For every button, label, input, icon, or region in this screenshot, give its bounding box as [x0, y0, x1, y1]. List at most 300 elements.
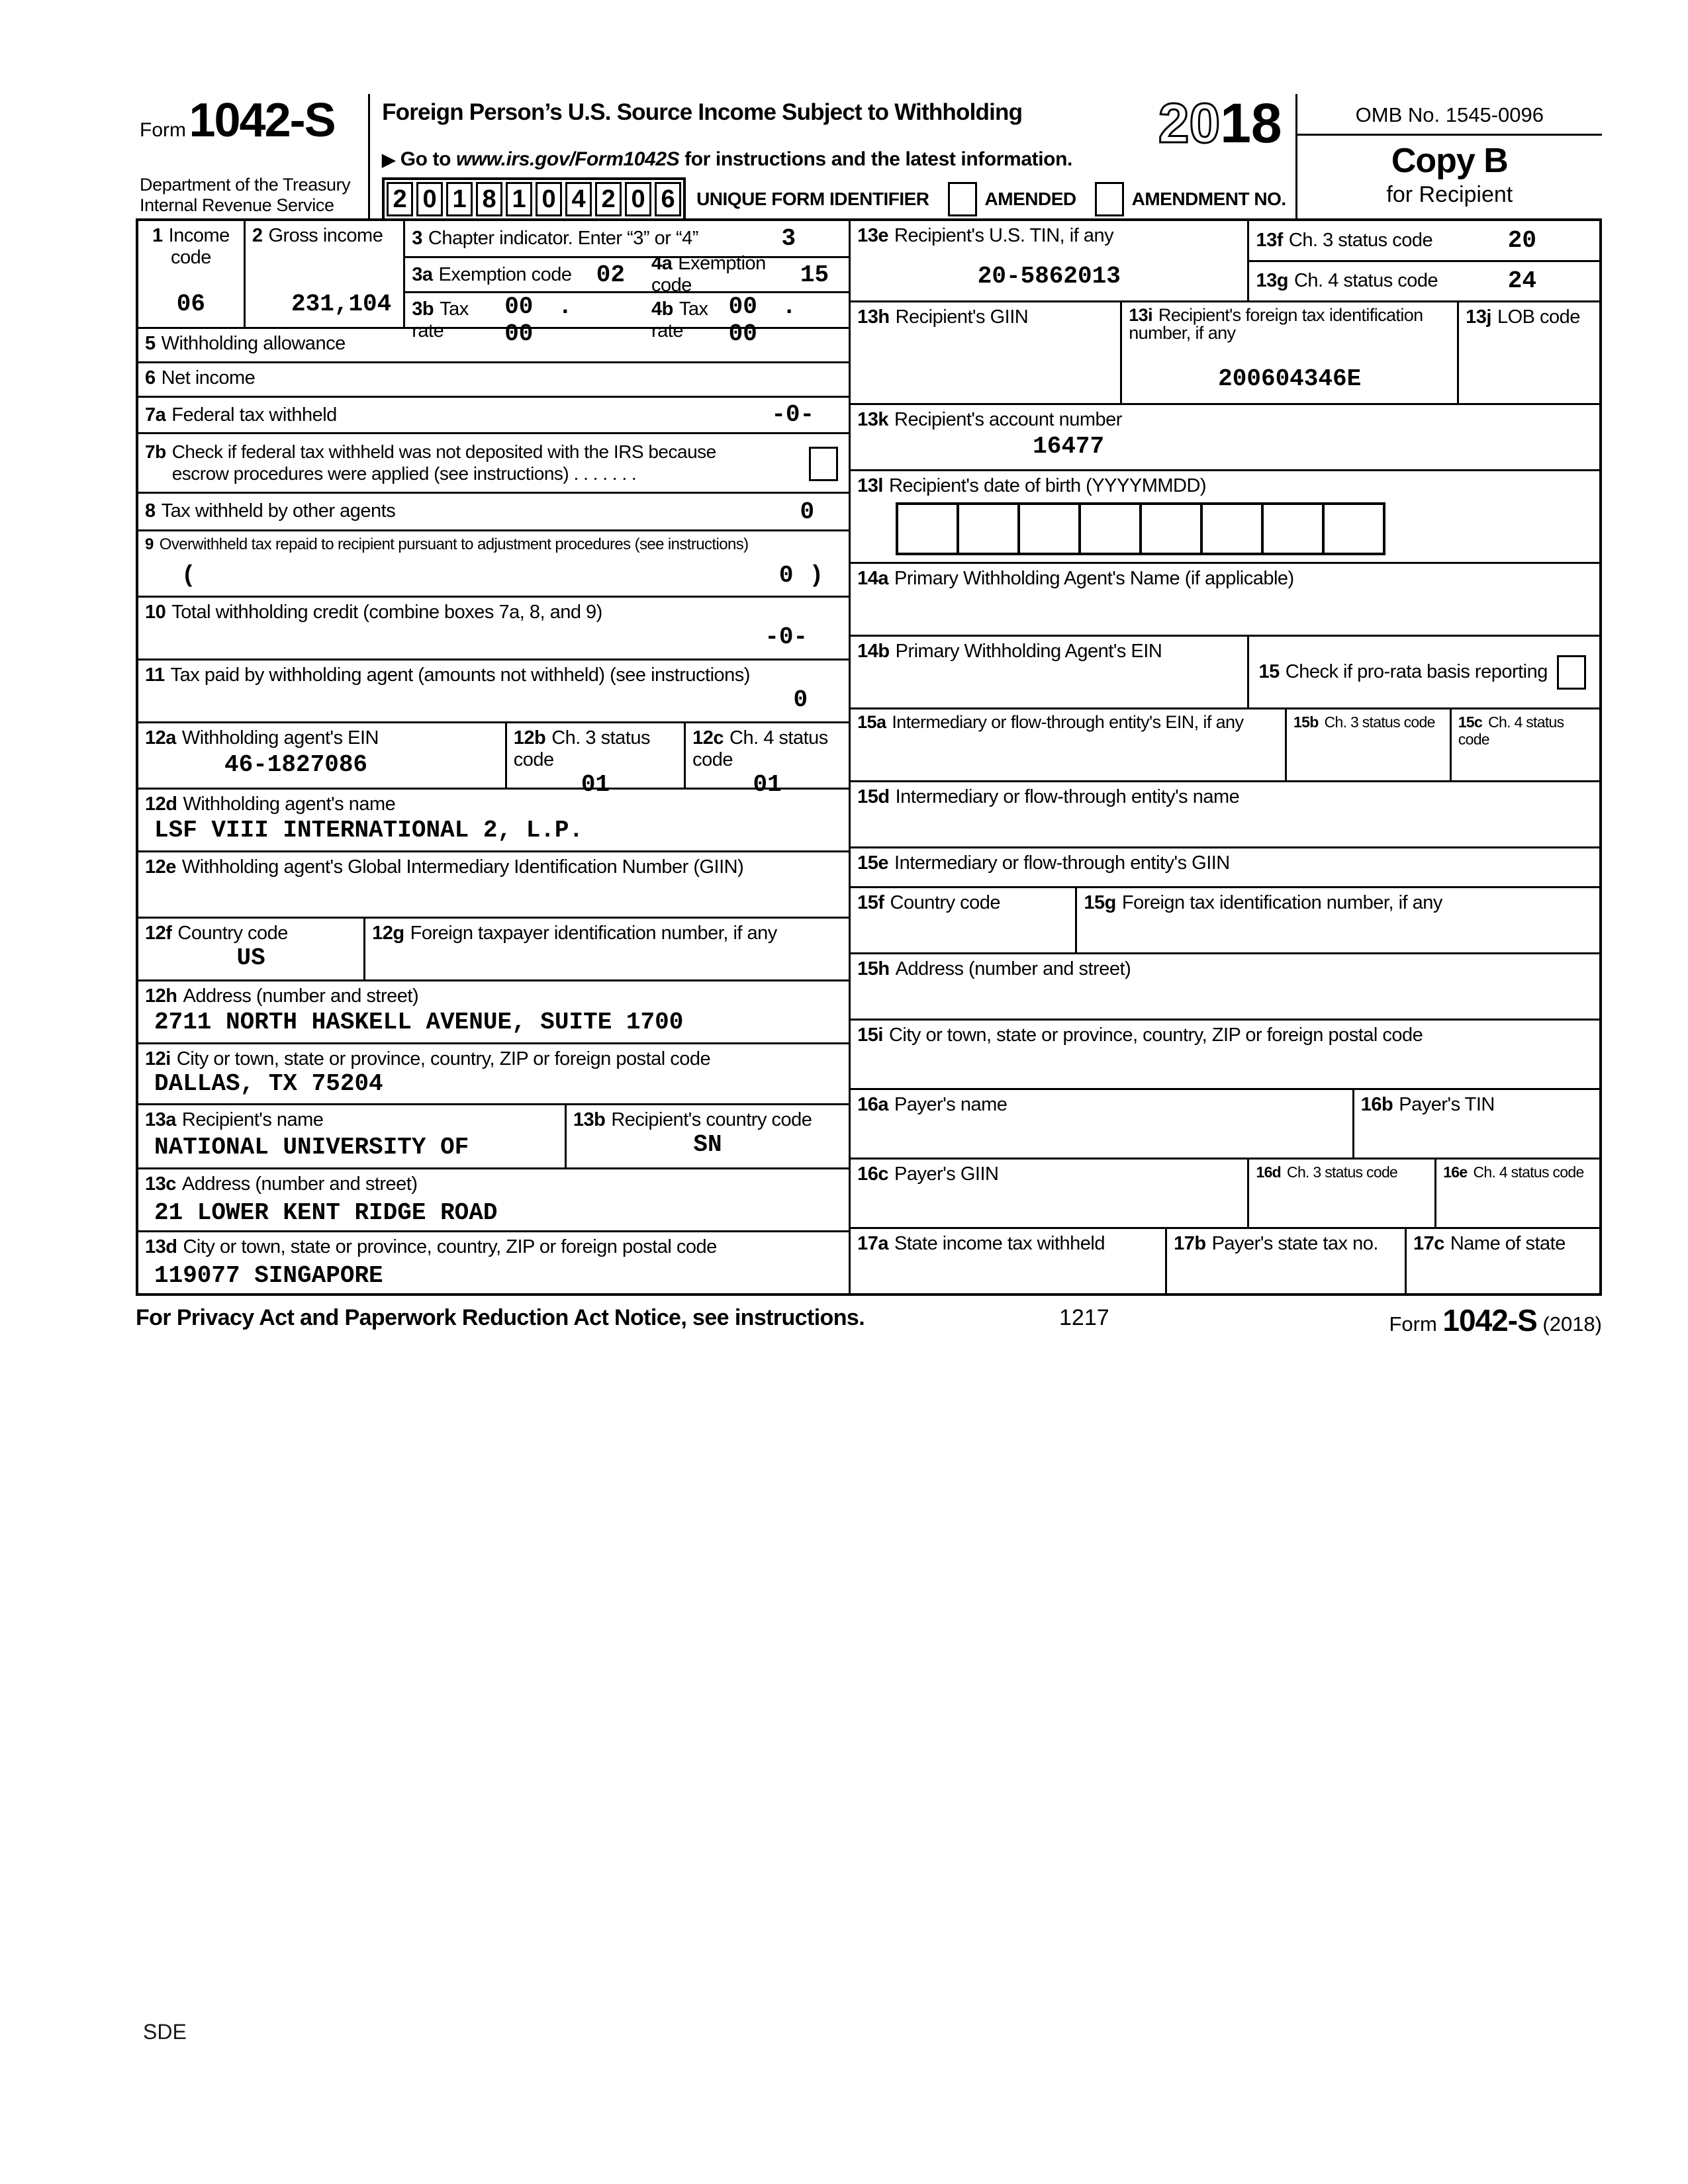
field-7a-label-text: Federal tax withheld [171, 404, 337, 426]
field-13e-us-tin [851, 221, 1247, 300]
field-14a-number: 14a [857, 568, 889, 589]
row-15d [851, 780, 1599, 846]
field-2-label [252, 225, 397, 247]
unique-form-identifier-row [382, 177, 1286, 221]
field-17a-state-tax-withheld[interactable] [851, 1229, 1165, 1293]
field-15f-number: 15f [857, 892, 884, 913]
row-15abc [851, 707, 1599, 780]
field-17b-label [1174, 1233, 1398, 1255]
field-8-label-text: Tax withheld by other agents [161, 500, 396, 522]
field-12a-value[interactable]: 46-1827086 [224, 751, 368, 778]
field-2-number: 2 [252, 225, 263, 246]
field-15f-label-text: Country code [890, 892, 1001, 913]
field-12d-agent-name [138, 790, 849, 850]
field-4a-exemption-code [645, 253, 849, 296]
field-3a-label [412, 264, 571, 286]
field-10-label-text: Total withholding credit (combine boxes 7a, 8, and 9) [171, 602, 602, 623]
field-10-label [145, 602, 842, 623]
field-11-value[interactable]: 0 [793, 686, 808, 713]
field-12c-value[interactable]: 01 [753, 771, 782, 798]
field-13i-label [1129, 306, 1450, 342]
field-15b-label [1293, 713, 1443, 731]
field-3-value[interactable]: 3 [781, 225, 796, 252]
field-17c-label-text: Name of state [1450, 1233, 1566, 1254]
field-12d-value[interactable]: LSF VIII INTERNATIONAL 2, L.P. [154, 817, 584, 844]
row-13d [138, 1230, 849, 1293]
form-number: 1042-S [189, 94, 335, 147]
field-12f-label [145, 923, 357, 944]
field-12c-label-text: Ch. 4 status code [692, 727, 828, 770]
field-13d-value[interactable]: 119077 SINGAPORE [154, 1262, 383, 1289]
field-16c-label-text: Payer's GIIN [894, 1163, 999, 1185]
field-13i-foreign-tin [1120, 302, 1457, 403]
field-11-tax-paid-by-agent [138, 660, 849, 721]
field-12b-ch3-status [505, 723, 684, 798]
amendment-no-checkbox[interactable] [1095, 182, 1124, 216]
field-13i-number: 13i [1129, 305, 1152, 325]
field-14a-label [857, 568, 1593, 590]
row-13efg [851, 221, 1599, 300]
dob-digit-box[interactable] [896, 502, 959, 555]
field-13h-label [857, 306, 1113, 328]
ufi-digit[interactable]: 0 [625, 182, 651, 216]
field-12c-label [692, 727, 842, 771]
field-15d-intermediary-name[interactable] [851, 782, 1599, 846]
dob-digit-box[interactable] [1200, 502, 1264, 555]
instructions-line [382, 148, 1286, 171]
field-7b-line1: Check if federal tax withheld was not deposited with the IRS because [171, 441, 716, 462]
field-7b-escrow-check [138, 434, 849, 492]
field-16b-payer-tin[interactable] [1352, 1090, 1599, 1158]
field-15-pro-rata [1247, 637, 1599, 707]
field-15g-foreign-tin[interactable] [1075, 888, 1599, 952]
field-16c-number: 16c [857, 1163, 889, 1185]
field-6-number: 6 [145, 367, 156, 388]
footer-form-number: 1042-S [1442, 1303, 1537, 1338]
row-8 [138, 492, 849, 529]
row-5 [138, 327, 849, 361]
field-8-value[interactable]: 0 [800, 498, 815, 525]
field-13h-label-text: Recipient's GIIN [895, 306, 1029, 328]
field-1-number: 1 [152, 225, 163, 246]
field-13a-label-text: Recipient's name [181, 1109, 324, 1130]
field-13g-value[interactable]: 24 [1507, 267, 1536, 295]
field-13g-label [1256, 270, 1438, 292]
field-4a-label-text: Exemption code [651, 253, 766, 296]
status-code-stack [1247, 221, 1599, 300]
row-13c [138, 1167, 849, 1230]
field-2-label-text: Gross income [268, 225, 383, 246]
field-15a-number: 15a [857, 712, 886, 732]
field-13b-value[interactable]: SN [693, 1131, 722, 1158]
field-12f-country-code [138, 919, 363, 979]
field-15i-number: 15i [857, 1024, 883, 1046]
field-15g-number: 15g [1084, 892, 1116, 913]
ufi-digit[interactable]: 8 [476, 182, 502, 216]
field-9-label-text: Overwithheld tax repaid to recipient pursuant to adjustment procedures (see instructions) [159, 535, 749, 553]
amended-checkbox[interactable] [948, 182, 977, 216]
field-12g-foreign-tin[interactable] [363, 919, 849, 979]
field-13k-value[interactable]: 16477 [1033, 433, 1105, 460]
field-7b-text [172, 441, 716, 484]
field-1-income-code [138, 221, 244, 327]
field-16b-number: 16b [1360, 1094, 1393, 1115]
page-code: 1217 [1059, 1305, 1109, 1330]
field-9-paren-open: ( [181, 562, 196, 589]
field-3a-label-text: Exemption code [438, 263, 572, 285]
row-15fg [851, 886, 1599, 952]
field-3-label [412, 228, 698, 250]
field-13l-label-text: Recipient's date of birth (YYYYMMDD) [888, 475, 1207, 496]
field-9-overwithheld [138, 531, 849, 596]
field-5-label [145, 333, 842, 355]
arrow-icon: ▶ [382, 150, 395, 169]
row-12fg [138, 917, 849, 979]
field-12f-number: 12f [145, 923, 172, 944]
field-1-label-text: Income code [168, 225, 230, 268]
row-17abc [851, 1227, 1599, 1293]
field-15b-number: 15b [1293, 713, 1319, 731]
field-15c-label-text: Ch. 4 status code [1458, 713, 1564, 748]
field-4a-label [651, 253, 800, 296]
field-15a-label-text: Intermediary or flow-through entity's EIN, if any [892, 712, 1244, 732]
field-13c-label [145, 1173, 842, 1195]
field-15d-number: 15d [857, 786, 890, 807]
field-13c-number: 13c [145, 1173, 176, 1195]
field-12g-number: 12g [372, 923, 404, 944]
field-13f-value[interactable]: 20 [1507, 226, 1536, 254]
field-15f-country-code[interactable] [851, 888, 1075, 952]
field-12i-label [145, 1048, 842, 1070]
field-13f-ch3-status [1249, 221, 1599, 260]
field-7a-value[interactable]: -0- [771, 401, 815, 428]
form-1042s [136, 94, 1602, 1337]
field-15h-label [857, 958, 1593, 980]
goto-post: for instructions and the latest information. [679, 148, 1072, 170]
field-15i-label [857, 1024, 1593, 1046]
department-line2: Internal Revenue Service [140, 195, 334, 215]
field-2-value[interactable]: 231,104 [291, 291, 392, 318]
field-15g-label [1084, 892, 1593, 914]
field-17c-name-of-state[interactable] [1405, 1229, 1599, 1293]
field-12b-number: 12b [513, 727, 546, 749]
field-13i-label-text: Recipient's foreign tax identification number, if any [1129, 305, 1423, 343]
field-4a-value[interactable]: 15 [800, 261, 829, 289]
field-13f-label-text: Ch. 3 status code [1288, 229, 1433, 251]
ufi-digit[interactable]: 1 [506, 182, 532, 216]
field-4a-number: 4a [651, 253, 673, 274]
row-16ab [851, 1088, 1599, 1158]
field-15i-city[interactable] [851, 1021, 1599, 1088]
field-3b-number: 3b [412, 298, 434, 320]
field-12e-agent-giin[interactable] [138, 852, 849, 917]
field-7a-label [145, 404, 842, 426]
row-11 [138, 659, 849, 721]
field-16d-label-text: Ch. 3 status code [1287, 1163, 1398, 1181]
field-3b-label-text: Tax rate [412, 298, 469, 341]
field-13c-value[interactable]: 21 LOWER KENT RIDGE ROAD [154, 1199, 498, 1226]
field-7b-line2: escrow procedures were applied (see instructions) [171, 463, 569, 484]
field-3a-value[interactable]: 02 [596, 261, 625, 289]
goto-pre: Go to [400, 148, 456, 170]
field-13b-label-text: Recipient's country code [611, 1109, 812, 1130]
form-number-line [140, 94, 361, 147]
dob-digit-box[interactable] [957, 502, 1020, 555]
row-16cde [851, 1158, 1599, 1227]
department-lines [140, 175, 361, 216]
field-16c-payer-giin[interactable] [851, 1160, 1247, 1227]
field-11-label-text: Tax paid by withholding agent (amounts not withheld) (see instructions) [170, 664, 750, 686]
form-signature [1389, 1302, 1602, 1338]
copy-recipient: for Recipient [1386, 182, 1513, 207]
field-13d-label [145, 1236, 842, 1258]
field-12a-label-text: Withholding agent's EIN [181, 727, 379, 749]
field-1-label [145, 225, 237, 269]
field-15f-label [857, 892, 1068, 914]
form-identity-block [136, 94, 370, 218]
field-16b-label-text: Payer's TIN [1399, 1094, 1495, 1115]
row-15e [851, 846, 1599, 886]
field-15h-label-text: Address (number and street) [895, 958, 1131, 979]
field-15h-address[interactable] [851, 954, 1599, 1019]
dob-digit-boxes [896, 502, 1593, 555]
department-line1: Department of the Treasury [140, 175, 351, 195]
field-3-number: 3 [412, 228, 422, 249]
field-15b-ch3-status[interactable] [1285, 709, 1450, 780]
field-3b-value[interactable]: 00 . 00 [504, 293, 573, 347]
form-title: Foreign Person’s U.S. Source Income Subject to Withholding [382, 99, 1023, 125]
ufi-digit[interactable]: 0 [536, 182, 562, 216]
field-13h-number: 13h [857, 306, 890, 328]
exemption-code-row [405, 253, 849, 296]
field-12i-number: 12i [145, 1048, 171, 1069]
field-13f-number: 13f [1256, 229, 1283, 251]
field-12e-number: 12e [145, 856, 176, 878]
field-15d-label-text: Intermediary or flow-through entity's name [895, 786, 1240, 807]
field-13i-value[interactable]: 200604346E [1218, 365, 1362, 392]
field-13k-label [857, 409, 1593, 431]
field-15-label-text: Check if pro-rata basis reporting [1285, 661, 1548, 682]
field-12b-value[interactable]: 01 [581, 771, 610, 798]
field-16c-label [857, 1163, 1241, 1185]
field-12b-label-text: Ch. 3 status code [513, 727, 650, 770]
field-5-number: 5 [145, 333, 156, 354]
field-4b-value[interactable]: 00 . 00 [728, 293, 797, 347]
row-7a [138, 396, 849, 432]
dob-digit-box[interactable] [1139, 502, 1203, 555]
dob-digit-box[interactable] [1261, 502, 1325, 555]
field-12b-label [514, 727, 677, 771]
dob-digit-box[interactable] [1322, 502, 1385, 555]
field-15e-label [857, 852, 1593, 874]
row-12i [138, 1042, 849, 1103]
field-4b-number: 4b [651, 298, 673, 320]
field-13a-value[interactable]: NATIONAL UNIVERSITY OF [154, 1134, 469, 1161]
field-15b-label-text: Ch. 3 status code [1324, 713, 1435, 731]
field-15-label [1258, 661, 1547, 683]
field-10-number: 10 [145, 602, 166, 623]
field-13e-number: 13e [857, 225, 889, 246]
field-12a-number: 12a [145, 727, 176, 749]
field-10-total-withholding-credit [138, 598, 849, 659]
field-9-value[interactable]: 0 [778, 562, 794, 589]
field-16e-number: 16e [1443, 1163, 1468, 1181]
field-9-label [145, 535, 842, 553]
row-7b [138, 432, 849, 492]
field-17a-number: 17a [857, 1233, 889, 1254]
row-12abc [138, 721, 849, 798]
row-9 [138, 529, 849, 596]
field-12g-label-text: Foreign taxpayer identification number, if any [410, 923, 777, 944]
field-16a-payer-name[interactable] [851, 1090, 1352, 1158]
field-12c-ch4-status [684, 723, 849, 798]
field-16d-ch3-status[interactable] [1247, 1160, 1434, 1227]
field-13h-recipient-giin[interactable] [851, 302, 1120, 403]
field-13b-number: 13b [573, 1109, 606, 1130]
field-13j-number: 13j [1466, 306, 1491, 328]
field-15a-intermediary-ein[interactable] [851, 709, 1285, 780]
ufi-digit[interactable]: 1 [446, 182, 473, 216]
field-16b-label [1361, 1094, 1593, 1116]
field-17a-label [857, 1233, 1158, 1255]
field-9-number: 9 [145, 535, 154, 553]
document-code: SDE [143, 2020, 187, 2044]
field-12a-label [145, 727, 498, 749]
form-grid [136, 218, 1602, 1296]
field-13k-number: 13k [857, 409, 889, 430]
field-13g-ch4-status [1249, 260, 1599, 301]
ufi-digit-boxes [382, 177, 686, 221]
ufi-digit[interactable]: 2 [595, 182, 622, 216]
form-footer [136, 1302, 1602, 1337]
dob-digit-box[interactable] [1078, 502, 1142, 555]
field-11-number: 11 [145, 664, 165, 686]
field-12e-label [145, 856, 842, 878]
field-15c-number: 15c [1458, 713, 1483, 731]
field-14b-primary-agent-ein[interactable] [851, 637, 1247, 707]
field-7b-label [145, 441, 842, 484]
field-12g-label [372, 923, 842, 944]
field-13f-label [1256, 230, 1432, 251]
field-8-label [145, 500, 842, 522]
row-10 [138, 596, 849, 659]
field-9-value-line [145, 562, 842, 592]
row-15i [851, 1019, 1599, 1088]
tax-year [1158, 92, 1286, 154]
field-14a-label-text: Primary Withholding Agent's Name (if applicable) [894, 568, 1294, 589]
field-12c-number: 12c [692, 727, 724, 749]
field-13e-value[interactable]: 20-5862013 [977, 263, 1121, 290]
amended-label: AMENDED [984, 189, 1076, 209]
field-12h-address [138, 981, 849, 1042]
field-12i-city [138, 1044, 849, 1103]
field-9-paren-close: ) [809, 562, 824, 589]
field-15-checkbox[interactable] [1557, 655, 1586, 690]
row-13ab [138, 1103, 849, 1167]
row-14a [851, 562, 1599, 635]
field-13g-label-text: Ch. 4 status code [1293, 270, 1438, 292]
field-16e-label-text: Ch. 4 status code [1473, 1163, 1584, 1181]
field-7b-checkbox[interactable] [809, 447, 838, 481]
field-15e-intermediary-giin[interactable] [851, 848, 1599, 886]
field-16e-ch4-status[interactable] [1434, 1160, 1599, 1227]
field-6-net-income[interactable] [138, 363, 849, 396]
field-5-withholding-allowance[interactable] [138, 329, 849, 361]
field-12d-number: 12d [145, 794, 177, 815]
field-16e-label [1443, 1163, 1593, 1181]
field-15i-label-text: City or town, state or province, country, ZIP or foreign postal code [888, 1024, 1423, 1046]
row-13k [851, 403, 1599, 469]
field-1-value[interactable]: 06 [176, 291, 206, 318]
field-12f-value[interactable]: US [236, 944, 265, 972]
field-12h-value[interactable]: 2711 NORTH HASKELL AVENUE, SUITE 1700 [154, 1009, 684, 1036]
ufi-digit[interactable]: 2 [387, 182, 413, 216]
field-12d-label [145, 794, 842, 815]
field-13j-lob-code[interactable] [1457, 302, 1599, 403]
field-13c-address [138, 1169, 849, 1230]
field-3-chapter-indicator [405, 221, 849, 256]
copy-designation: Copy B [1391, 142, 1508, 180]
field-3-label-text: Chapter indicator. Enter “3” or “4” [428, 228, 698, 249]
field-15c-ch4-status[interactable] [1450, 709, 1599, 780]
field-17c-label [1413, 1233, 1593, 1255]
field-3a-exemption-code [405, 258, 645, 291]
field-4b-label-text: Tax rate [651, 298, 708, 341]
field-12h-label-text: Address (number and street) [183, 985, 419, 1007]
footer-form-year: (2018) [1542, 1312, 1602, 1336]
field-12d-label-text: Withholding agent's name [183, 794, 396, 815]
field-12h-label [145, 985, 842, 1007]
divider [1297, 134, 1602, 136]
privacy-notice: For Privacy Act and Paperwork Reduction Act Notice, see instructions. [136, 1305, 865, 1330]
row-13hij [851, 300, 1599, 403]
field-13d-city [138, 1232, 849, 1293]
omb-copy-block [1295, 94, 1602, 218]
field-6-label [145, 367, 842, 389]
omb-number: OMB No. 1545-0096 [1355, 103, 1544, 126]
row-15h [851, 952, 1599, 1019]
dob-digit-box[interactable] [1017, 502, 1081, 555]
field-7a-federal-tax-withheld [138, 398, 849, 432]
field-13d-label-text: City or town, state or province, country, ZIP or foreign postal code [183, 1236, 717, 1257]
field-10-value[interactable]: -0- [765, 623, 808, 651]
field-12i-value[interactable]: DALLAS, TX 75204 [154, 1070, 383, 1097]
row-12h [138, 979, 849, 1042]
field-17b-number: 17b [1174, 1233, 1206, 1254]
field-14b-label [857, 641, 1241, 662]
form-word: Form [140, 119, 186, 141]
field-13l-label [857, 475, 1593, 497]
ufi-digit[interactable]: 4 [565, 182, 592, 216]
field-13a-label [145, 1109, 558, 1131]
form-header [136, 94, 1602, 218]
field-13l-date-of-birth [851, 471, 1599, 562]
ufi-digit[interactable]: 0 [416, 182, 443, 216]
row-13l [851, 469, 1599, 562]
left-column [138, 221, 851, 1293]
field-14a-primary-agent-name[interactable] [851, 564, 1599, 635]
field-17b-payer-state-tax-no[interactable] [1165, 1229, 1405, 1293]
field-15c-label [1458, 713, 1593, 748]
field-7b-number: 7b [145, 441, 166, 462]
field-15e-label-text: Intermediary or flow-through entity's GIIN [894, 852, 1230, 874]
field-14b-number: 14b [857, 641, 890, 662]
title-row [382, 92, 1286, 154]
field-16d-label [1256, 1163, 1428, 1181]
field-2-gross-income [244, 221, 403, 327]
irs-url-link[interactable]: www.irs.gov/Form1042S [455, 148, 680, 170]
ufi-digit[interactable]: 6 [655, 182, 681, 216]
